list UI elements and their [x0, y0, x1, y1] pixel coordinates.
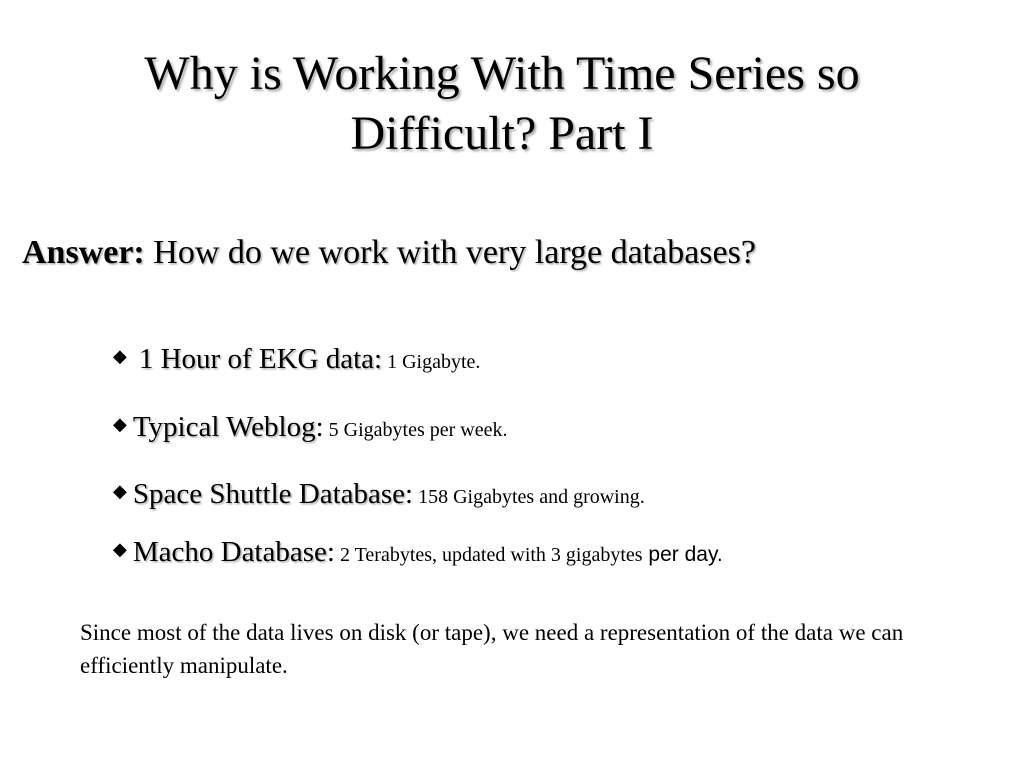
bullet-name: Typical Weblog — [132, 411, 316, 443]
bullet-colon: : — [315, 411, 324, 443]
bullet-detail: 5 Gigabytes per week. — [323, 419, 508, 441]
diamond-bullet-icon: ◆ — [113, 414, 127, 434]
bullet-colon: : — [405, 478, 414, 510]
slide-title — [0, 44, 1004, 164]
bullet-colon: : — [326, 536, 335, 568]
diamond-bullet-icon: ◆ — [113, 481, 127, 501]
bullet-item-ekg — [113, 336, 480, 384]
slide-title-line-1: Why is Working With Time Series so — [144, 47, 860, 100]
bullet-detail-extra: per day. — [642, 543, 723, 566]
bullet-name: Space Shuttle Database — [132, 478, 406, 510]
closing-note: Since most of the data lives on disk (or tape), we need a representation of the data we can efficiently manipulate. — [80, 620, 904, 678]
answer-text: How do we work with very large databases? — [144, 234, 756, 271]
bullet-item-space-shuttle — [113, 471, 645, 519]
bullet-item-macho — [113, 529, 723, 577]
diamond-bullet-icon: ◆ — [113, 539, 127, 559]
bullet-detail: 2 Terabytes, updated with 3 gigabytes — [334, 544, 643, 566]
bullet-item-weblog — [113, 404, 508, 452]
answer-label: Answer: — [22, 234, 145, 271]
bullet-detail: 158 Gigabytes and growing. — [413, 486, 645, 508]
diamond-bullet-icon: ◆ — [113, 346, 127, 366]
bullet-name: 1 Hour of EKG data: — [138, 343, 383, 375]
slide-title-line-2: Difficult? Part I — [350, 107, 654, 160]
bullet-detail: 1 Gigabyte. — [382, 351, 481, 373]
answer-line — [22, 231, 756, 275]
bullet-name: Macho Database — [132, 536, 327, 568]
